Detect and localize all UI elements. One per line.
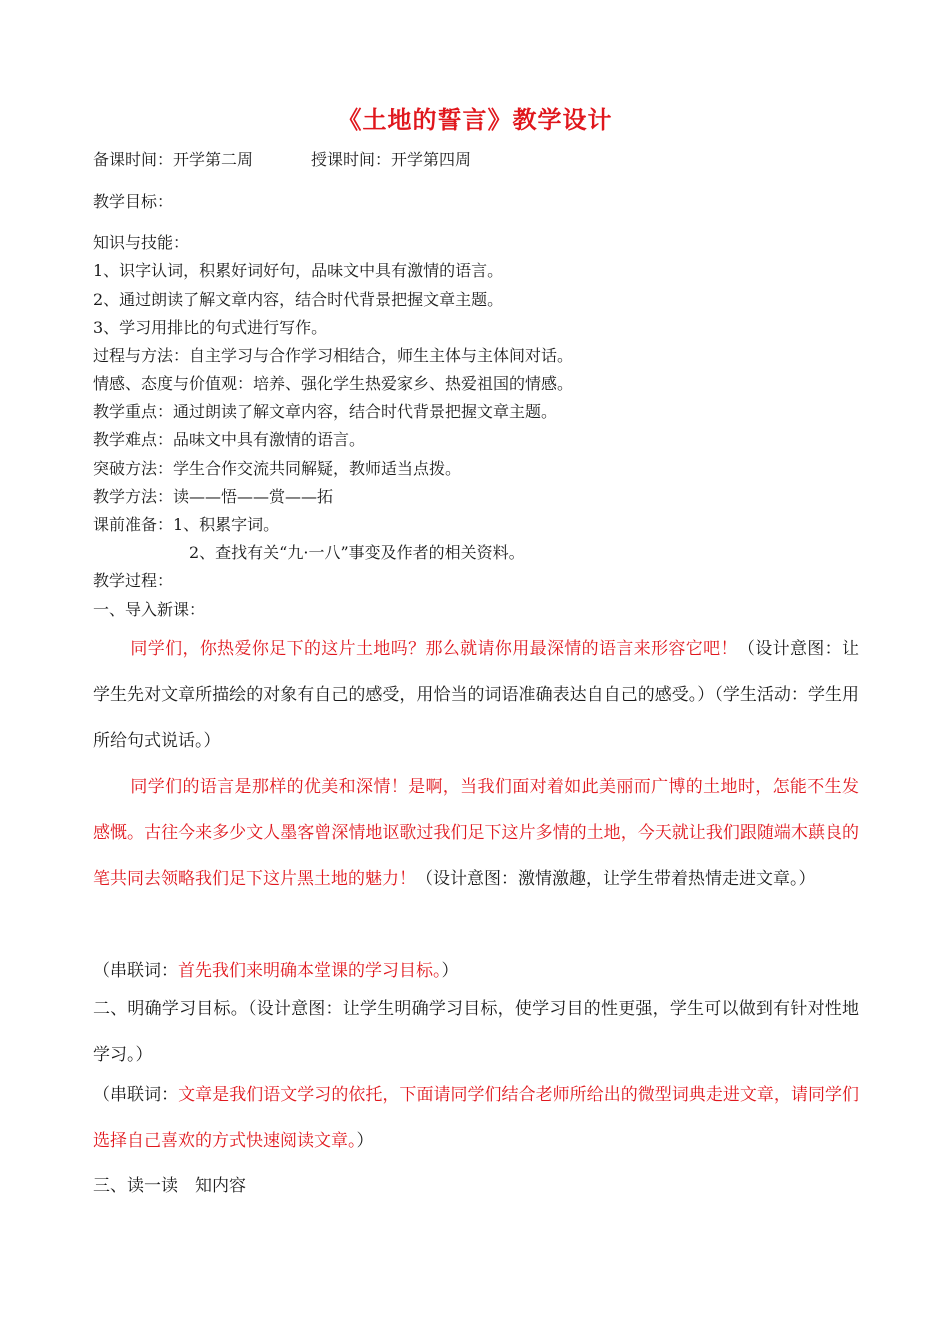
link-phrase-1-text: 首先我们来明确本堂课的学习目标。 bbox=[178, 961, 442, 981]
link-phrase-1: （串联词：首先我们来明确本堂课的学习目标。） bbox=[93, 961, 459, 981]
transition-speech: 同学们的语言是那样的优美和深情！是啊，当我们面对着如此美丽而广博的土地时，怎能不生发感慨。古往今来多少文人墨客曾深情地讴歌过我们足下这片多情的土地，今天就让我们跟随端木蕻良的笔共同去领略我们足下这片黑土地的魅力！ bbox=[93, 777, 859, 889]
intro-note: （设计意图：让学生先对文章所描绘的对象有自己的感受，用恰当的词语准确表达自自己的感受。）（学生活动：学生用所给句式说话。） bbox=[93, 639, 860, 751]
process-heading: 教学过程： bbox=[93, 571, 174, 590]
document-title: 《土地的誓言》教学设计 bbox=[337, 106, 613, 134]
key-point: 教学重点：通过朗读了解文章内容，结合时代背景把握文章主题。 bbox=[93, 402, 558, 421]
teach-time: 授课时间：开学第四周 bbox=[311, 150, 472, 169]
preparation-1: 课前准备：1、积累字词。 bbox=[93, 515, 280, 534]
section1-heading: 一、导入新课： bbox=[93, 600, 206, 619]
link-phrase-2-text: 文章是我们语文学习的依托，下面请同学们结合老师所给出的微型词典走进文章，请同学们选择自己喜欢的方式快速阅读文章。 bbox=[93, 1085, 860, 1151]
link-phrase-2: （串联词：文章是我们语文学习的依托，下面请同学们结合老师所给出的微型词典走进文章，请同学们选择自己喜欢的方式快速阅读文章。） bbox=[93, 1085, 860, 1151]
process-method: 过程与方法：自主学习与合作学习相结合，师生主体与主体间对话。 bbox=[93, 346, 574, 365]
breakthrough: 突破方法：学生合作交流共同解疑，教师适当点拨。 bbox=[93, 459, 462, 478]
transition-paragraph bbox=[93, 764, 859, 902]
prep-time: 备课时间：开学第二周 bbox=[93, 150, 254, 169]
section2-paragraph: 二、明确学习目标。（设计意图：让学生明确学习目标，使学习目的性更强，学生可以做到有针对性地学习。） bbox=[93, 999, 859, 1065]
knowledge-heading: 知识与技能： bbox=[93, 233, 190, 252]
teaching-method: 教学方法：读——悟——赏——拓 bbox=[93, 487, 334, 506]
section3-heading: 三、读一读 知内容 bbox=[93, 1176, 246, 1196]
difficulty: 教学难点：品味文中具有激情的语言。 bbox=[93, 430, 366, 449]
intro-paragraph bbox=[93, 626, 859, 764]
emotion-goal: 情感、态度与价值观：培养、强化学生热爱家乡、热爱祖国的情感。 bbox=[93, 374, 574, 393]
knowledge-item: 2、通过朗读了解文章内容，结合时代背景把握文章主题。 bbox=[93, 290, 504, 309]
knowledge-item: 1、识字认词，积累好词好句，品味文中具有激情的语言。 bbox=[93, 261, 504, 280]
knowledge-item: 3、学习用排比的句式进行写作。 bbox=[93, 318, 328, 337]
time-row bbox=[93, 150, 471, 170]
preparation-2: 2、查找有关“九·一八”事变及作者的相关资料。 bbox=[189, 543, 525, 562]
goals-heading: 教学目标： bbox=[93, 192, 174, 211]
transition-note: （设计意图：激情激趣，让学生带着热情走进文章。） bbox=[416, 869, 816, 889]
intro-speech: 同学们，你热爱你足下的这片土地吗？那么就请你用最深情的语言来形容它吧！ bbox=[130, 639, 738, 659]
